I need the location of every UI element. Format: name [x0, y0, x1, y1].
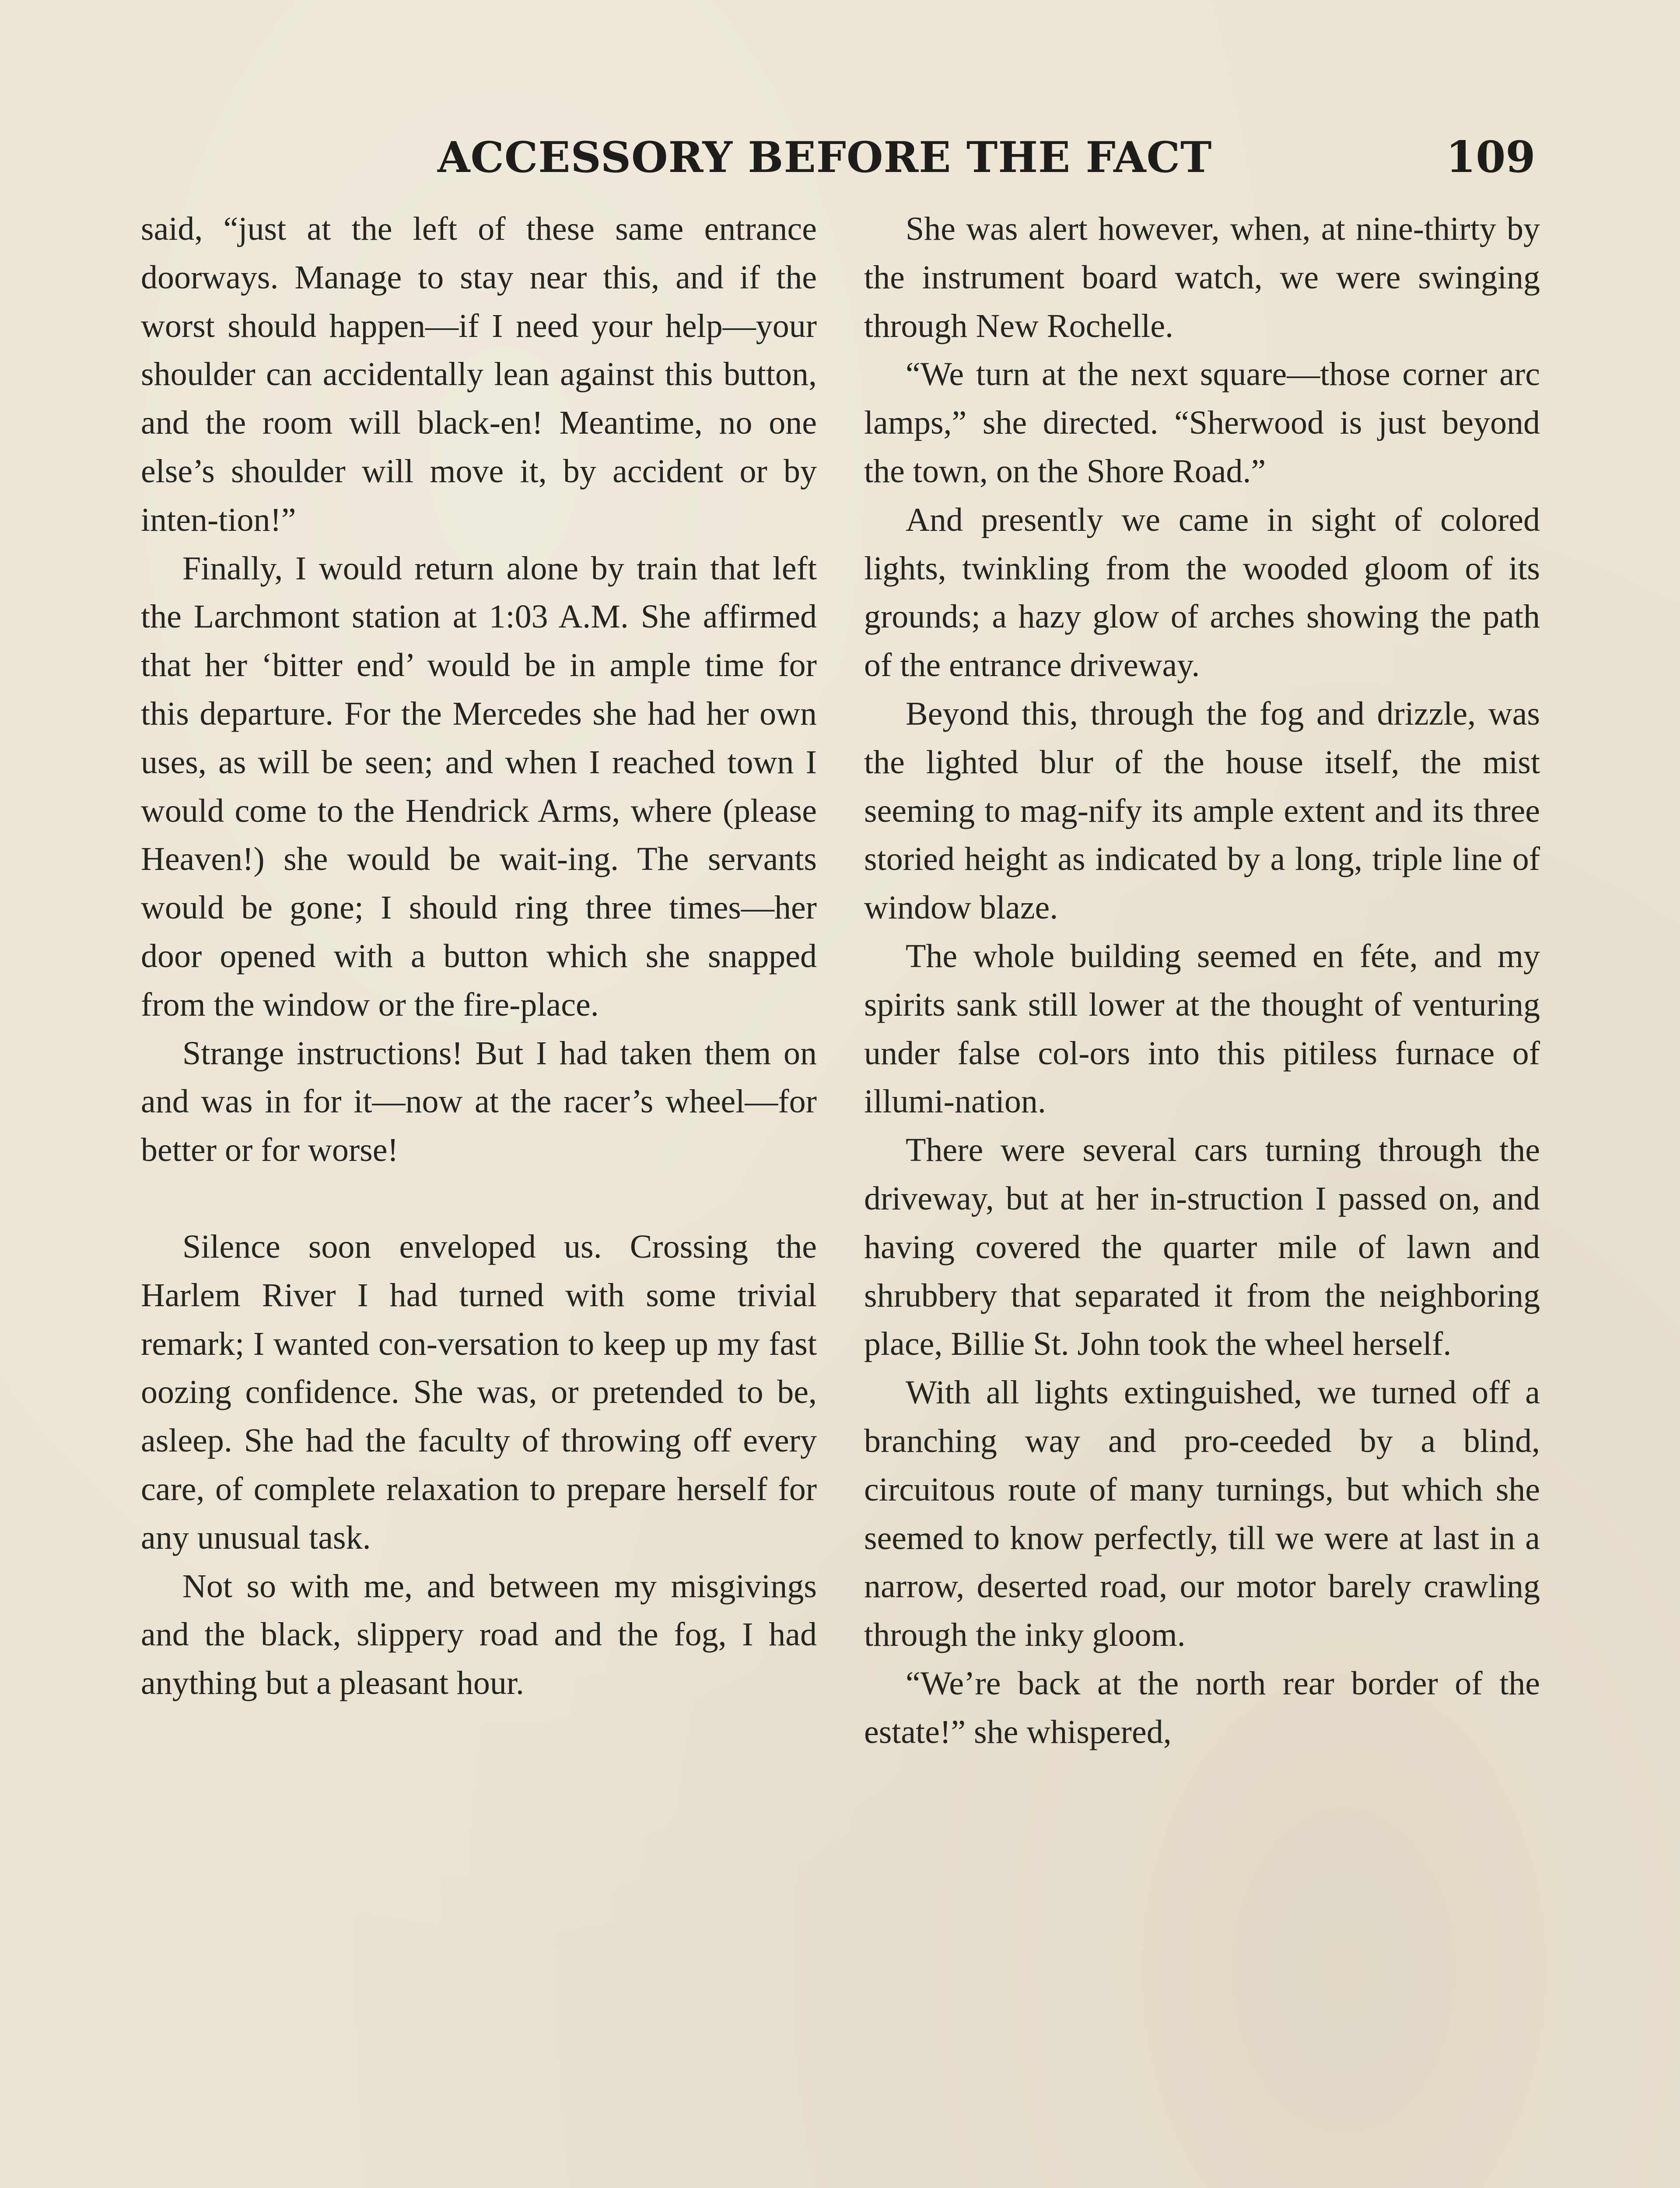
- paragraph: said, “just at the left of these same entrance doorways. Manage to stay near this, and if the worst should happen—if I need your help—your shoulder can accidentally lean against this button, and the room will black-en! Meantime, no one else’s shoulder will move it, by accident or by inten-tion!”: [141, 210, 817, 538]
- page-number: 109: [1446, 132, 1536, 182]
- paragraph: The whole building seemed en féte, and my spirits sank still lower at the thought of venturing under false col-ors into this pitiless furnace of illumi-nation.: [864, 937, 1540, 1120]
- paragraph: With all lights extinguished, we turned off a branching way and pro-ceeded by a blind, circuitous route of many turnings, but which she seemed to know perfectly, till we were at last in a narrow, deserted road, our motor barely crawling through the inky gloom.: [864, 1374, 1540, 1654]
- paragraph: Beyond this, through the fog and drizzle, was the lighted blur of the house itself, the mist seeming to mag-nify its ample extent and its three storied height as indicated by a long, triple line of window blaze.: [864, 695, 1540, 926]
- paragraph: She was alert however, when, at nine-thirty by the instrument board watch, we were swinging through New Rochelle.: [864, 210, 1540, 344]
- paragraph: Finally, I would return alone by train that left the Larchmont station at 1:03 A.M. She affirmed that her ‘bitter end’ would be in ample time for this departure. For the Mercedes she had her own uses, as will be seen; and when I reached town I would come to the Hendrick Arms, where (please Heaven!) she would be wait-ing. The servants would be gone; I should ring three times—her door opened with a button which she snapped from the window or the fire-place.: [141, 550, 817, 1023]
- paragraph: Not so with me, and between my misgivings and the black, slippery road and the fog, I had anything but a pleasant hour.: [141, 1567, 817, 1702]
- paragraph: “We’re back at the north rear border of the estate!” she whispered,: [864, 1665, 1540, 1750]
- paragraph: And presently we came in sight of colored lights, twinkling from the wooded gloom of its grounds; a hazy glow of arches showing the path of the entrance driveway.: [864, 501, 1540, 684]
- paragraph: There were several cars turning through the driveway, but at her in-struction I passed on, and having covered the quarter mile of lawn and shrubbery that separated it from the neighboring place, Billie St. John took the wheel herself.: [864, 1132, 1540, 1363]
- paragraph: Strange instructions! But I had taken them on and was in for it—now at the racer’s wheel—for better or for worse!: [141, 1034, 817, 1169]
- left-column: [141, 205, 817, 1708]
- paragraph: Silence soon enveloped us. Crossing the Harlem River I had turned with some trivial remark; I wanted con-versation to keep up my fast oozing confidence. She was, or pretended to be, asleep. She had the faculty of throwing off every care, of complete relaxation to prepare herself for any unusual task.: [141, 1228, 817, 1556]
- right-column: [864, 205, 1540, 1757]
- page-header: [0, 123, 1680, 193]
- paragraph: “We turn at the next square—those corner arc lamps,” she directed. “Sherwood is just beyond the town, on the Shore Road.”: [864, 356, 1540, 490]
- running-title: ACCESSORY BEFORE THE FACT: [438, 133, 1212, 182]
